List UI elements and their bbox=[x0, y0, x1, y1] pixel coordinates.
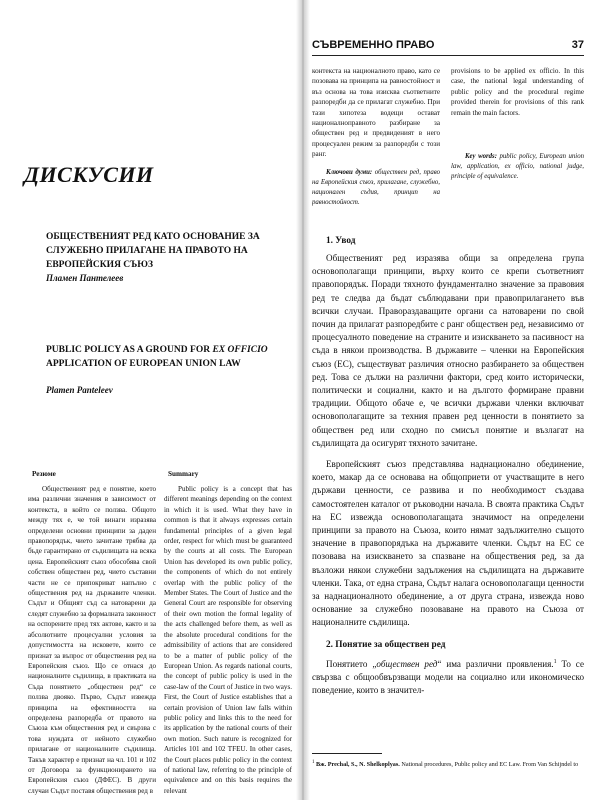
resume-column bbox=[28, 470, 156, 796]
resume-continued bbox=[312, 66, 440, 208]
keywords-en-label: Key words: bbox=[465, 153, 497, 161]
keywords-bg bbox=[312, 168, 440, 208]
keywords-en-value: public policy, European union law, application, ex officio, national judge, principle of equivalence. bbox=[451, 153, 584, 181]
left-page bbox=[8, 0, 294, 800]
section-title: ДИСКУСИИ bbox=[24, 162, 154, 187]
right-page bbox=[312, 0, 594, 800]
resume-heading: Резюме bbox=[32, 470, 56, 478]
journal-name: СЪВРЕМЕННО ПРАВО bbox=[312, 39, 435, 51]
footnote-ref[interactable]: 1 bbox=[553, 658, 557, 665]
title-en-suffix: APPLICATION OF EUROPEAN UNION LAW bbox=[46, 359, 241, 369]
resume-continued-text: контекста на националното право, като се позовава на принципа на равностойност и въз основа на това изисква съответните разпоредби да се прилагат служебно. При тази хипотеза водещи остават националноправното разбиране за обществен ред и предвиденият в него процесуален режим за разпоредби с този ранг. bbox=[312, 67, 440, 159]
concept-text-b: “ има различни проявления. bbox=[437, 658, 554, 669]
running-head bbox=[312, 39, 584, 51]
author-bg: Пламен Пантелеев bbox=[46, 273, 124, 283]
heading-introduction: 1. Увод bbox=[326, 236, 356, 246]
footnote-text: National procedures, Public policy and EC Law. From Van Schijndel to bbox=[399, 761, 579, 769]
keywords-bg-value: обществен ред, право на Европейския съюз, прилагане, служебно, национален съдия, принцип на равностойност. bbox=[312, 168, 440, 206]
book-gutter bbox=[296, 0, 310, 800]
page-number: 37 bbox=[571, 39, 584, 51]
heading-concept: 2. Понятие за обществен ред bbox=[326, 639, 446, 650]
summary-text: Public policy is a concept that has different meanings depending on the context in which it is used. What they have in common is that it always expresses certain fundamental principles of a given legal order, respect for which must be guaranteed by the courts at all costs. The European Union has developed its own public policy, the components of which do not entirely overlap with the public policy of the Member States. The Court of Justice and the General Court are responsible for observing of their own motion the formal legality of the acts challenged before them, as well as the absolute procedural conditions for the admissibility of actions that are considered to be a matter of public policy of the European Union. As regards national courts, the concept of public policy is used in the case-law of the Court of Justice in two ways. First, the Court of Justice establishes that a certain provision of Union law falls within public policy and links this to the need for its application by the national courts of their own motion. Such nature is recognized for Articles 101 and 102 TFEU. In other cases, the Court places public policy in the context of national law, referring to the principle of equivalence and on this basis requires the relevant bbox=[164, 485, 292, 795]
footnote-rule bbox=[312, 753, 382, 754]
summary-column bbox=[164, 470, 292, 796]
concept-text-italic: обществен ред bbox=[376, 658, 438, 669]
summary-heading: Summary bbox=[168, 470, 199, 478]
keywords-en bbox=[451, 152, 584, 182]
concept-paragraph bbox=[312, 656, 584, 698]
footnote-number: 1 bbox=[312, 760, 315, 765]
summary-continued-text: provisions to be applied ex officio. In this case, the national legal understanding of public policy and the procedural regime provided therein for provisions of this rank remain the main factors. bbox=[451, 67, 584, 117]
concept-text-a: Понятието „ bbox=[326, 658, 377, 669]
article-title-en bbox=[46, 343, 290, 371]
title-en-italic: EX OFFICIO bbox=[212, 345, 268, 355]
title-en-prefix: PUBLIC POLICY AS A GROUND FOR bbox=[46, 345, 213, 355]
running-head-rule bbox=[312, 55, 584, 56]
footnote bbox=[312, 759, 587, 769]
intro-paragraph-1: Общественият ред изразява общи за определена група основополагащи принципи, върху които се крепи съответният правопорядък. Поради тяхното фундаментално значение за правовия ред те следва да бъдат съблюдавани при правоприлагането във всички случаи. Правораздаващите органи са натоварени по свой почин да прилагат разпоредбите с ранг обществен ред, независимо от процесуалното поведение на страните и изискването за пасивност на съда в някои производства. В държавите – членки на Европейския съюз (ЕС), съществуват различия относно разбирането за обществен ред. Това се дължи на различни фактори, сред които исторически, политически и социални, както и на дългото формиране правни традиции. Общото обаче е, че всички държави членки включват основополагащите за техния правен ред ценности в понятието за обществен ред или сходно по смисъл понятие и възлагат на съдилищата да осигурят тяхното зачитане. bbox=[312, 253, 584, 448]
footnote-authors: Вж. Prechal, S., N. Shelkoplyas. bbox=[316, 761, 400, 769]
summary-continued bbox=[451, 66, 584, 182]
author-en: Plamen Panteleev bbox=[46, 385, 113, 395]
concept-text-c: То се свързва с общообвързващи модели на социално или икономическо поведение, които в значител- bbox=[312, 658, 584, 696]
resume-text: Общественият ред е понятие, което има различни значения в зависимост от контекста, в който се ползва. Общото между тях е, че той винаги изразява определени основни принципи за даден правопорядък, чието зачитане трябва да бъде гарантирано от съдилищата на всяка цена. Европейският съюз обособява свой собствен обществен ред, чието съставни части не се припокриват напълно с обществения ред на държавите членки. Съдът и Общият съд са натоварени да следят служебно за формалната законност на оспорените пред тях актове, както и за абсолютните процесуални условия за допустимостта на исковете, които се признат за въпрос от обществения ред на Европейския съюз. Що се отнася до националните съдилища, в практиката на Съда понятието „обществен ред“ се ползва двояко. Първо, Съдът извежда принципа на ефективността на определена разпоредба от правото на Съюза към обществения ред и свързва с това нуждата от нейното служебно прилагане от националните съдилища. Такъв характер е признат на чл. 101 и 102 от Договора за функционирането на Европейския съюз (ДФЕС). В други случаи Съдът поставя обществения ред в bbox=[28, 485, 156, 795]
intro-paragraph-2: Европейският съюз представлява наднационално обединение, което, макар да се основава на общоприети от участващите в него държави ценности, се развива и по необходимост създава самостоятелен каталог от ръководни начала. В своята практика Съдът на ЕС извежда основополагащата значимост на определени принципи за правото на Съюза, които нямат задължително същото значение в правопорядъка на държавите членки. Съдът на ЕС се позовава на изискването за спазване на обществения ред, за да възложи някои служебни задължения на съдилищата на държавите членки. Така, от една страна, Съдът налага основополагащи ценности за наднационалното обединение, а от друга страна, извежда ново основание за служебно позоваване на правото на Съюза от националните съдилища. bbox=[312, 459, 584, 628]
article-title-bg: ОБЩЕСТВЕНИЯТ РЕД КАТО ОСНОВАНИЕ ЗА СЛУЖЕБНО ПРИЛАГАНЕ НА ПРАВОТО НА ЕВРОПЕЙСКИЯ СЪЮЗ bbox=[46, 232, 260, 270]
article-body bbox=[312, 236, 584, 697]
keywords-bg-label: Ключови думи: bbox=[326, 168, 373, 176]
